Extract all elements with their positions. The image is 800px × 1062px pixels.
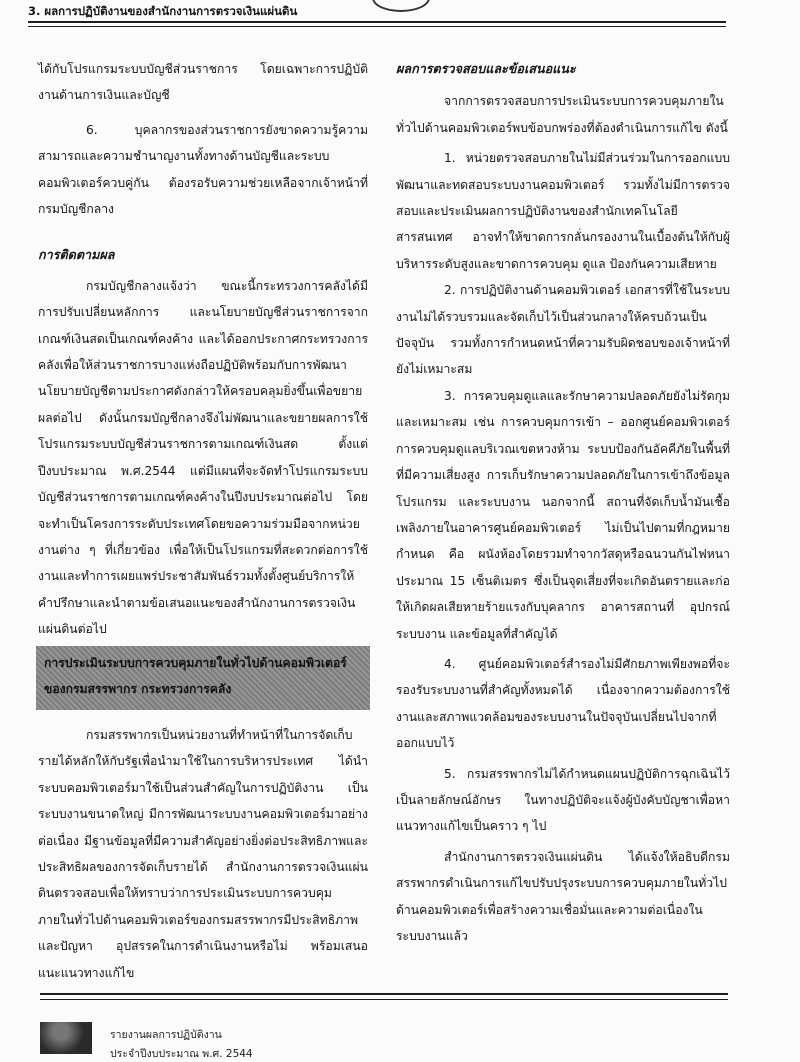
intro-paragraph: ได้กับโปรแกรมระบบบัญชีส่วนราชการ โดยเฉพาะการปฏิบัติงานด้านการเงินและบัญชี <box>38 62 368 103</box>
header-rule <box>28 21 726 23</box>
header-emblem <box>372 0 430 12</box>
footer-rule-thin <box>40 999 728 1000</box>
finding-item-3: 3. การควบคุมดูแลและรักษาความปลอดภัยยังไม่รัดกุมและเหมาะสม เช่น การควบคุมการเข้า – ออกศูนย์คอมพิวเตอร์ การควบคุมดูแลบริเวณเขตหวงห้าม ระบบป้องกันอัคคีภัยในพื้นที่ที่มีความเสี่ยงสูง การเก็บรักษาความปลอดภัยในการเข้าถึงข้อมูล โปรแกรม และระบบงาน นอกจากนี้ สถานที่จัดเก็บน้ำมันเชื้อเพลิงภายในอาคารศูนย์คอมพิวเตอร์ ไม่เป็นไปตามที่กฎหมายกำหนด คือ ผนังห้องโดยรวมทำจากวัสดุหรือฉนวนกันไฟหนาประมาณ 15 เซ็นติเมตร ซึ่งเป็นจุดเสี่ยงที่จะเกิดอันตรายและก่อให้เกิดผลเสียหายร้ายแรงกับบุคลากร อาคารสถานที่ อุปกรณ์ ระบบงาน และข้อมูลที่สำคัญได้ <box>396 388 730 641</box>
page-header-title: 3. ผลการปฏิบัติงานของสำนักงานการตรวจเงินแผ่นดิน <box>28 4 298 18</box>
left-column <box>38 56 368 643</box>
conclusion-paragraph: สำนักงานการตรวจเงินแผ่นดิน ได้แจ้งให้อธิบดีกรมสรรพากรดำเนินการแก้ไขปรับปรุงระบบการควบคุมภายในทั่วไปด้านคอมพิวเตอร์เพื่อสร้างความเชื่อมั่นและความต่อเนื่องในระบบงานแล้ว <box>396 849 730 943</box>
footer-report-title: รายงานผลการปฏิบัติงาน <box>110 1029 222 1041</box>
item-6-paragraph: 6. บุคลากรของส่วนราชการยังขาดความรู้ความสามารถและความชำนาญงานทั้งทางด้านบัญชีและระบบคอมพิวเตอร์ควบคู่กัน ต้องรอรับความช่วยเหลือจากเจ้าหน้าที่กรมบัญชีกลาง <box>38 122 368 217</box>
findings-intro: จากการตรวจสอบการประเมินระบบการควบคุมภายในทั่วไปด้านคอมพิวเตอร์พบข้อบกพร่องที่ต้องดำเนินการแก้ไข ดังนี้ <box>396 94 728 135</box>
footer-fiscal-year: ประจำปีงบประมาณ พ.ศ. 2544 <box>110 1048 253 1060</box>
followup-heading: การติดตามผล <box>38 247 115 263</box>
section-paragraph: กรมสรรพากรเป็นหน่วยงานที่ทำหน้าที่ในการจัดเก็บรายได้หลักให้กับรัฐเพื่อนำมาใช้ในการบริหารประเทศ ได้นำระบบคอมพิวเตอร์มาใช้เป็นส่วนสำคัญในการปฏิบัติงาน เป็นระบบงานขนาดใหญ่ มีการพัฒนาระบบงานคอมพิวเตอร์มาอย่างต่อเนื่อง มีฐานข้อมูลที่มีความสำคัญอย่างยิ่งต่อประสิทธิภาพและประสิทธิผลของการจัดเก็บรายได้ สำนักงานการตรวจเงินแผ่นดินตรวจสอบเพื่อให้ทราบว่าการประเมินระบบการควบคุมภายในทั่วไปด้านคอมพิวเตอร์ของกรมสรรพากรมีประสิทธิภาพและปัญหา อุปสรรคในการดำเนินงานหรือไม่ พร้อมเสนอแนะแนวทางแก้ไข <box>38 728 368 980</box>
finding-item-4: 4. ศูนย์คอมพิวเตอร์สำรองไม่มีศักยภาพเพียงพอที่จะรองรับระบบงานที่สำคัญทั้งหมดได้ เนื่องจากความต้องการใช้งานและสภาพแวดล้อมของระบบงานในปัจจุบันเปลี่ยนไปจากที่ออกแบบไว้ <box>396 656 730 751</box>
header-rule-thin <box>28 26 726 27</box>
followup-paragraph: กรมบัญชีกลางแจ้งว่า ขณะนี้กระทรวงการคลังได้มีการปรับเปลี่ยนหลักการ และนโยบายบัญชีส่วนราชการจากเกณฑ์เงินสดเป็นเกณฑ์คงค้าง และได้ออกประกาศกระทรวงการคลังเพื่อให้ส่วนราชการบางแห่งถือปฏิบัติพร้อมกับการพัฒนานโยบายบัญชีตามประกาศดังกล่าวให้ครอบคลุมยิ่งขึ้นเพื่อขยายผลต่อไป ดังนั้นกรมบัญชีกลางจึงไม่พัฒนาและขยายผลการใช้โปรแกรมระบบบัญชีส่วนราชการตามเกณฑ์เงินสด ตั้งแต่ปีงบประมาณ พ.ศ.2544 แต่มีแผนที่จะจัดทำโปรแกรมระบบบัญชีส่วนราชการตามเกณฑ์คงค้างในปีงบประมาณต่อไป โดยจะทำเป็นโครงการระดับประเทศโดยขอความร่วมมือจากหน่วยงานต่าง ๆ ที่เกี่ยวข้อง เพื่อให้เป็นโปรแกรมที่สะดวกต่อการใช้งานและทำการเผยแพร่ประชาสัมพันธ์รวมทั้งตั้งศูนย์บริการให้คำปรึกษาและนำตามข้อเสนอแนะของสำนักงานการตรวจเงินแผ่นดินต่อไป <box>38 278 368 637</box>
footer-logo-image <box>40 1022 92 1054</box>
finding-item-5: 5. กรมสรรพากรไม่ได้กำหนดแผนปฏิบัติการฉุกเฉินไว้เป็นลายลักษณ์อักษร ในทางปฏิบัติจะแจ้งผู้บังคับบัญชาเพื่อหาแนวทางแก้ไขเป็นคราว ๆ ไป <box>396 766 730 834</box>
finding-item-2: 2. การปฏิบัติงานด้านคอมพิวเตอร์ เอกสารที่ใช้ในระบบงานไม่ได้รวบรวมและจัดเก็บไว้เป็นส่วนกลางให้ครบถ้วนเป็นปัจจุบัน รวมทั้งการกำหนดหน้าที่ความรับผิดชอบของเจ้าหน้าที่ยังไม่เหมาะสม <box>396 283 730 377</box>
section-title: การประเมินระบบการควบคุมภายในทั่วไปด้านคอมพิวเตอร์ของกรมสรรพากร กระทรวงการคลัง <box>44 656 347 696</box>
finding-item-1: 1. หน่วยตรวจสอบภายในไม่มีส่วนร่วมในการออกแบบพัฒนาและทดสอบระบบงานคอมพิวเตอร์ รวมทั้งไม่มีการตรวจสอบและประเมินผลการปฏิบัติงานของสำนักเทคโนโลยีสารสนเทศ อาจทำให้ขาดการกลั่นกรองงานในเบื้องต้นให้กับผู้บริหารระดับสูงและขาดการควบคุม ดูแล ป้องกันความเสียหาย <box>396 151 730 271</box>
footer-rule <box>40 993 728 995</box>
findings-heading: ผลการตรวจสอบและข้อเสนอแนะ <box>396 61 576 76</box>
left-column-lower <box>38 722 368 986</box>
right-column <box>396 56 730 949</box>
